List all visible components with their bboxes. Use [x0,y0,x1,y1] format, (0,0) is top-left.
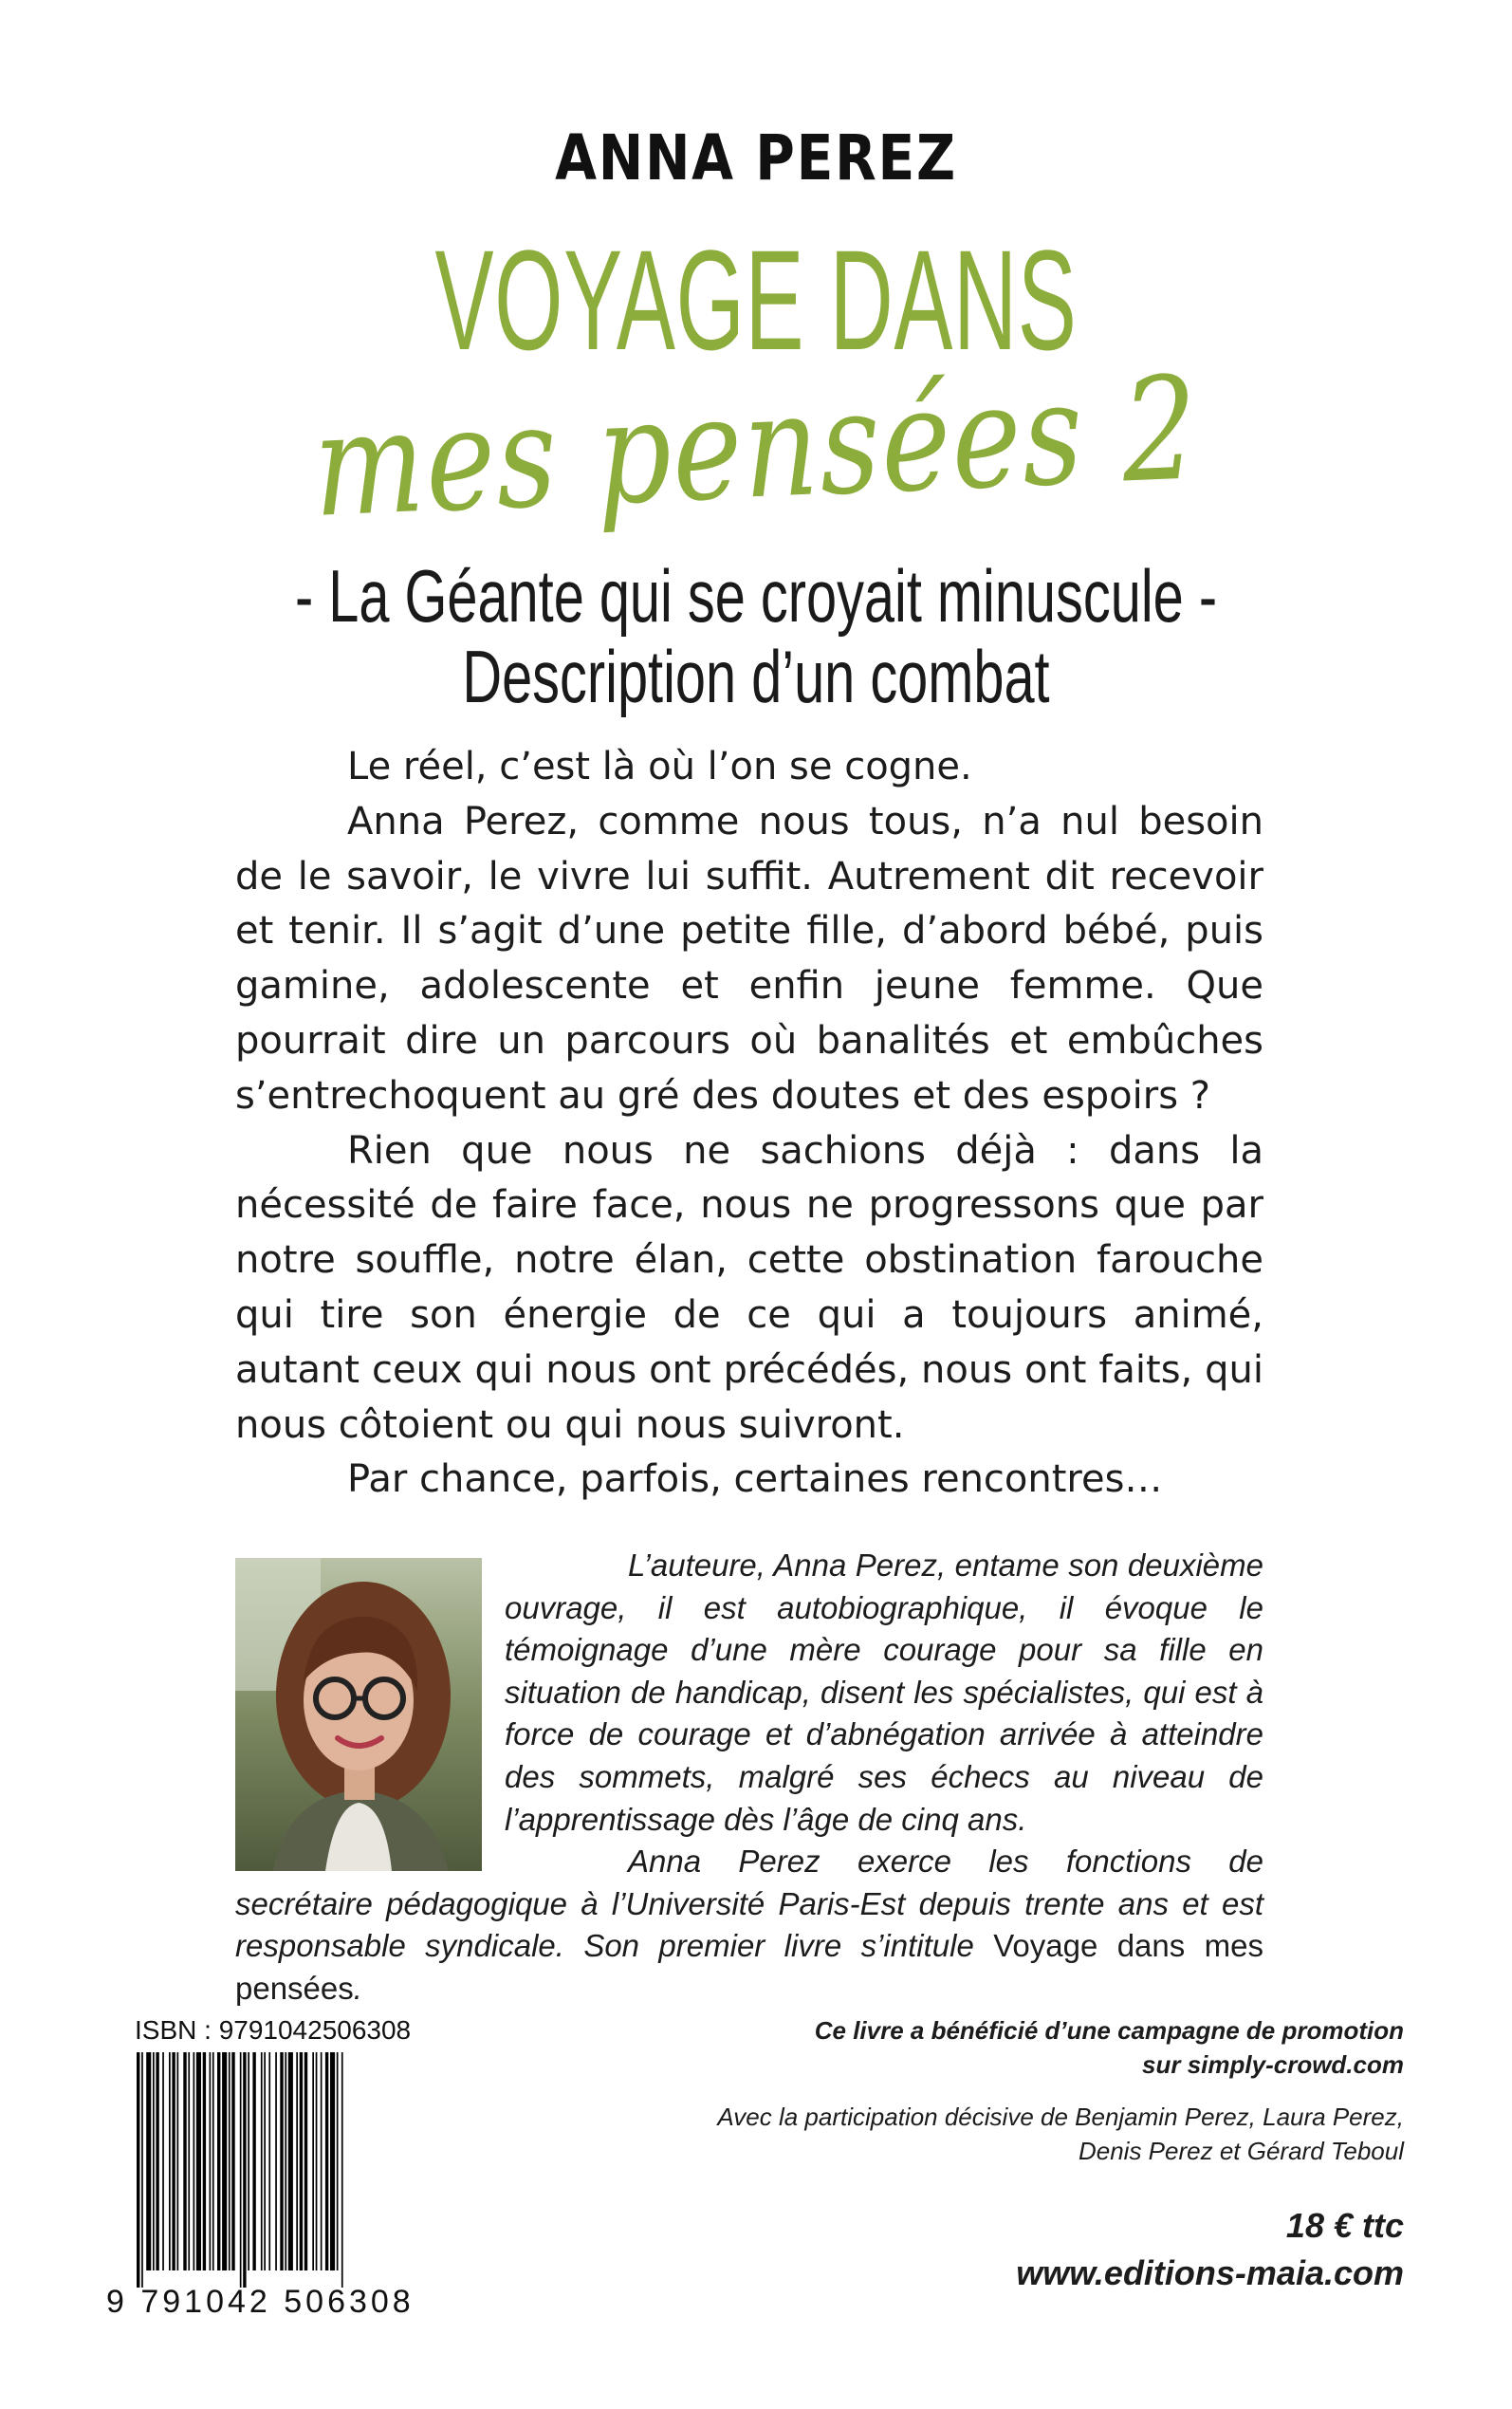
barcode-digits: 9 791042 506308 [106,2284,415,2320]
partners-note [717,2100,1404,2168]
barcode-bar [275,2052,277,2270]
barcode-bar [261,2052,263,2270]
bio-paragraph-2-end: . [353,1970,362,2006]
book-title-line1: VOYAGE DANS [434,220,1078,380]
barcode-bar [162,2052,164,2270]
barcode-bar [321,2052,323,2270]
barcode-bar [280,2052,283,2270]
publisher-website: www.editions-maia.com [1016,2253,1404,2292]
price: 18 € ttc [1285,2206,1404,2245]
blurb-paragraph-3: Rien que nous ne sachions déjà : dans la nécessité de faire face, nous ne progressons que par notre souffle, notre élan, cette obstination farouche qui tire son énergie de ce qui a toujours animé, autant ceux qui nous ont précédés, nous ont faits, qui nous côtoient ou qui nous suivront. [235,1128,1263,1447]
barcode-bar [243,2052,246,2288]
barcode-bar [341,2052,343,2288]
barcode-bar [153,2052,155,2270]
barcode-bar [156,2052,158,2270]
blurb-paragraph-4: Par chance, parfois, certaines rencontres… [347,1457,1163,1502]
barcode-bar [252,2052,255,2270]
barcode-bar [203,2052,206,2270]
promo-note [815,2013,1404,2082]
barcode-bar [240,2052,242,2288]
blurb-paragraph-1: Le réel, c’est là où l’on se cogne. [347,745,972,788]
author-name: ANNA PEREZ [555,121,957,195]
isbn: ISBN : 9791042506308 [135,2015,412,2045]
photo-float-spacer [235,1545,505,1872]
barcode-bar [172,2052,175,2270]
bio-paragraph-2-start: Anna Perez exerce les fonctions de secrétaire pédagogique à l’Université Paris-Est depuis trente ans et est responsable syndicale. Son premier livre s’intitule [235,1844,1263,1964]
barcode-bar [141,2052,143,2288]
barcode [137,2052,426,2288]
first-book-title: Voyage dans mes pensées [235,1928,1263,2006]
barcode-bar [177,2052,179,2270]
barcode-bar [337,2052,339,2270]
author-bio [235,1545,1263,2011]
barcode-bar [194,2052,195,2270]
promo-line-2: sur simply-crowd.com [1142,2050,1404,2079]
barcode-bar [137,2052,139,2288]
subtitle-line2: Description d’un combat [462,635,1050,718]
partners-line-1: Avec la participation décisive de Benjamin Perez, Laura Perez, [717,2103,1404,2131]
barcode-bar [296,2052,298,2270]
bio-paragraph-1: L’auteure, Anna Perez, entame son deuxième ouvrage, il est autobiographique, il évoque le témoignage d’une mère courage pour sa fille en situation de handicap, disent les spécialistes, qui est à force de courage et d’abnégation arrivée à atteindre des sommets, malgré ses échecs au niveau de l’apprentissage dès l’âge de cinq ans. [505,1547,1263,1837]
promo-line-1: Ce livre a bénéficié d’une campagne de promotion [814,2016,1404,2045]
barcode-bar [231,2052,234,2270]
barcode-bar [304,2052,307,2270]
blurb-paragraph-2: Anna Perez, comme nous tous, n’a nul besoin de le savoir, le vivre lui suffit. Autrement dit recevoir et tenir. Il s’agit d’une petite fille, d’abord bébé, puis gamine, adolescente et enfin jeune femme. Que pourrait dire un parcours où banalités et embûches s’entrechoquent au gré des doutes et des espoirs ? [235,799,1263,1118]
partners-line-2: Denis Perez et Gérard Teboul [1078,2137,1404,2165]
barcode-bar [183,2052,186,2270]
barcode-bar [288,2052,293,2270]
blurb [235,740,1263,1508]
barcode-bar [222,2052,227,2270]
barcode-bar [316,2052,318,2270]
barcode-bar [196,2052,201,2270]
barcode-bar [229,2052,230,2270]
barcode-bar [264,2052,266,2270]
barcode-bar [325,2052,328,2270]
barcode-bar [169,2052,171,2270]
barcode-bar [285,2052,286,2270]
barcode-bar [268,2052,270,2270]
barcode-bar [188,2052,190,2270]
book-title-line2: mes pensées 2 [311,346,1201,549]
barcode-bar [217,2052,220,2270]
barcode-bar [300,2052,303,2270]
barcode-bar [210,2052,212,2270]
barcode-bar [330,2052,335,2270]
subtitle-line1: - La Géante qui se croyait minuscule - [294,554,1218,638]
barcode-bar [146,2052,151,2270]
barcode-bar [248,2052,249,2270]
barcode-bar [312,2052,314,2270]
barcode-bar [212,2052,214,2270]
